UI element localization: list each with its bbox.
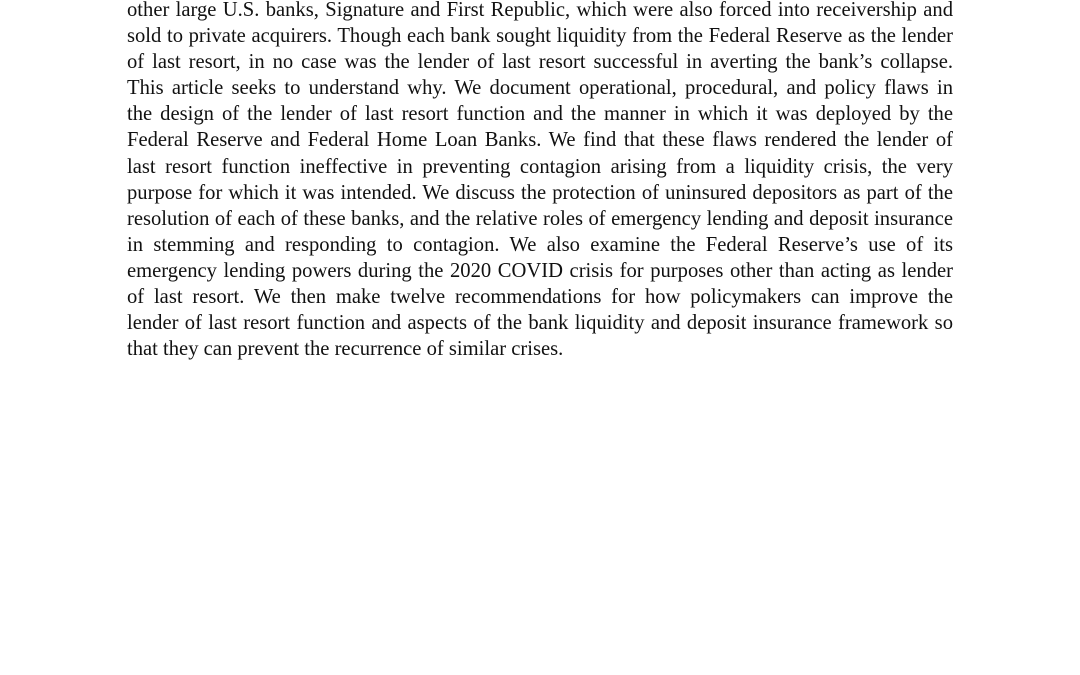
text-line: emergency lending powers during the 2020 COVID crisis for purposes other than acting as lender [127,259,953,282]
text-line: of last resort. We then make twelve recommendations for how policymakers can improve the [127,286,953,309]
abstract-paragraph [127,0,953,362]
text-line: purpose for which it was intended. We discuss the protection of uninsured depositors as part of the [127,181,953,204]
text-line: This article seeks to understand why. We document operational, procedural, and policy flaws in [127,77,953,100]
text-line: the design of the lender of last resort function and the manner in which it was deployed by the [127,103,953,126]
text-line: last resort function ineffective in preventing contagion arising from a liquidity crisis, the very [127,155,953,178]
text-line: sold to private acquirers. Though each bank sought liquidity from the Federal Reserve as the lender [127,25,953,48]
text-line: in stemming and responding to contagion. We also examine the Federal Reserve’s use of its [127,233,953,256]
text-line: of last resort, in no case was the lender of last resort successful in averting the bank’s collapse. [127,51,953,74]
text-line: lender of last resort function and aspects of the bank liquidity and deposit insurance framework so [127,312,953,335]
text-line: Federal Reserve and Federal Home Loan Banks. We find that these flaws rendered the lender of [127,129,953,152]
text-line: resolution of each of these banks, and the relative roles of emergency lending and deposit insurance [127,207,953,230]
text-line-last: that they can prevent the recurrence of similar crises. [127,338,564,361]
text-line: other large U.S. banks, Signature and First Republic, which were also forced into receivership and [127,0,953,21]
